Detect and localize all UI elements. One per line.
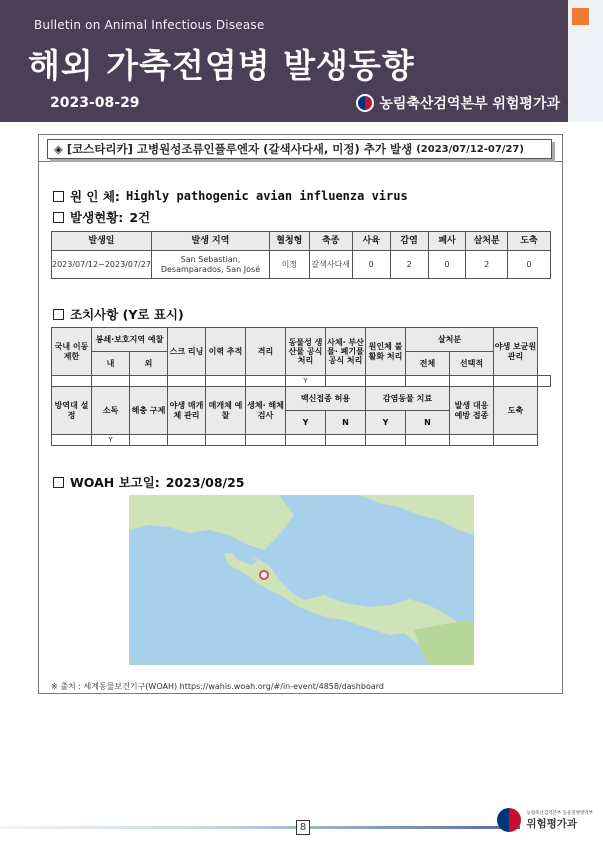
land-caribbean — [359, 495, 474, 535]
outbreak-map[interactable] — [129, 495, 474, 665]
table-header: N — [406, 411, 450, 435]
section-title: ◈ [코스타리카] 고병원성조류인플루엔자 (갈색사다새, 미정) 추가 발생 — [54, 142, 413, 156]
status-value: 2건 — [129, 210, 151, 225]
table-header: 외 — [130, 352, 168, 376]
table-cell: 미정 — [270, 251, 310, 279]
table-cell — [52, 376, 92, 387]
cause-label: 원 인 체: — [70, 189, 120, 204]
government-emblem-icon — [356, 94, 374, 112]
table-cell — [92, 376, 130, 387]
table-cell — [450, 435, 494, 446]
footer-org-small: 농림축산검역본부 동물질병방역부 — [526, 810, 593, 816]
table-cell — [326, 435, 366, 446]
map-graphic — [129, 495, 474, 665]
outbreak-table — [51, 231, 551, 279]
table-cell — [246, 435, 286, 446]
table-header: 생체· 해체 검사 — [246, 387, 286, 435]
land-north — [129, 495, 294, 550]
issue-date: 2023-08-29 — [50, 95, 140, 111]
table-cell — [538, 376, 551, 387]
table-header: 해충 구제 — [130, 387, 168, 435]
table-cell — [130, 435, 168, 446]
checkbox-icon — [53, 212, 64, 223]
table-header: 선택적 — [450, 352, 494, 376]
table-header: 스크 리닝 — [168, 328, 206, 376]
woah-label: WOAH 보고일: — [70, 475, 160, 490]
table-header: 소독 — [92, 387, 130, 435]
table-cell: 0 — [352, 251, 390, 279]
table-cell: Y — [286, 376, 326, 387]
table-cell — [366, 435, 406, 446]
table-header: 원인체 불활화 처리 — [366, 328, 406, 376]
table-cell — [450, 376, 494, 387]
table-header-row — [52, 232, 551, 251]
table-header: 사체· 부산물· 폐기물 공식 처리 — [326, 328, 366, 376]
page-number: 8 — [296, 820, 310, 835]
table-header: 도축 — [507, 232, 550, 251]
table-header: 이력 추적 — [206, 328, 246, 376]
table-cell — [406, 435, 450, 446]
table-cell — [52, 435, 92, 446]
section-period: (2023/07/12-07/27) — [416, 143, 524, 155]
table-header: 국내 이동 제한 — [52, 328, 92, 376]
table-cell: Y — [92, 435, 130, 446]
table-header: 도축 — [494, 387, 538, 435]
footer-logo — [497, 808, 593, 832]
table-cell: 0 — [507, 251, 550, 279]
checkbox-icon — [53, 309, 64, 320]
section-title-box — [47, 139, 552, 159]
table-cell — [168, 435, 206, 446]
government-emblem-icon — [497, 808, 521, 832]
measures-table — [51, 327, 551, 446]
table-header: 격리 — [246, 328, 286, 376]
org-label: 농림축산검역본부 위험평가과 — [379, 96, 560, 112]
table-cell — [494, 435, 538, 446]
table-cell — [406, 376, 450, 387]
table-header: 살처분 — [406, 328, 494, 352]
table-header: 전체 — [406, 352, 450, 376]
org-name — [356, 93, 560, 113]
status-label: 발생현황: — [70, 210, 124, 225]
page-title: 해외 가축전염병 발생동향 — [28, 46, 415, 85]
table-cell — [246, 376, 286, 387]
table-cell — [366, 376, 406, 387]
table-cell — [326, 376, 366, 387]
cause-value: Highly pathogenic avian influenza virus — [125, 189, 408, 203]
table-header: 축종 — [309, 232, 352, 251]
table-header: 봉쇄·보호지역 예찰 — [92, 328, 168, 352]
table-header: 야생 보균원 관리 — [494, 328, 538, 376]
table-header: 내 — [92, 352, 130, 376]
table-row — [52, 376, 551, 387]
header-banner — [0, 0, 568, 122]
orange-square-icon — [572, 8, 589, 25]
table-cell — [206, 435, 246, 446]
table-header: 발생 지역 — [151, 232, 269, 251]
table-row — [52, 251, 551, 279]
table-header: 발생일 — [52, 232, 152, 251]
table-header: 감염 — [390, 232, 428, 251]
bulletin-subtitle: Bulletin on Animal Infectious Disease — [34, 18, 265, 32]
table-row — [52, 435, 551, 446]
checkbox-icon — [53, 191, 64, 202]
table-cell: San Sebastian, Desamparados, San José — [151, 251, 269, 279]
table-cell: 0 — [428, 251, 466, 279]
table-header: 살처분 — [466, 232, 507, 251]
table-cell — [494, 376, 538, 387]
table-header: 폐사 — [428, 232, 466, 251]
table-header: 감염동물 치료 — [366, 387, 450, 411]
table-header: Y — [366, 411, 406, 435]
table-header: 방역대 설정 — [52, 387, 92, 435]
table-cell — [130, 376, 168, 387]
table-header: 매개체 예찰 — [206, 387, 246, 435]
table-cell: 갈색사다새 — [309, 251, 352, 279]
table-header: 백신접종 허용 — [286, 387, 366, 411]
table-cell: 2023/07/12~2023/07/27 — [52, 251, 152, 279]
table-cell — [206, 376, 246, 387]
table-cell — [286, 435, 326, 446]
section-header — [39, 135, 562, 162]
table-cell: 2 — [466, 251, 507, 279]
table-header: 혈청형 — [270, 232, 310, 251]
woah-line — [53, 473, 245, 491]
source-note: ※ 출처 : 세계동물보건기구(WOAH) https://wahis.woah.org/#/in-event/4858/dashboard — [51, 682, 384, 691]
table-header: 발생 대응 예방 접종 — [450, 387, 494, 435]
checkbox-icon — [53, 477, 64, 488]
table-header: Y — [286, 411, 326, 435]
woah-date: 2023/08/25 — [165, 474, 245, 490]
table-header: 사육 — [352, 232, 390, 251]
footer-line — [0, 826, 520, 829]
footer-org-big: 위험평가과 — [526, 817, 578, 830]
outbreak-marker-icon[interactable] — [260, 571, 268, 579]
table-header: 동물성 생산물 공식 처리 — [286, 328, 326, 376]
table-header: 야생 매개체 관리 — [168, 387, 206, 435]
report-box — [38, 134, 563, 694]
table-cell: 2 — [390, 251, 428, 279]
status-line — [53, 208, 150, 226]
table-cell — [168, 376, 206, 387]
measures-line — [53, 305, 184, 323]
measures-label: 조치사항 (Y로 표시) — [70, 307, 184, 322]
cause-line — [53, 187, 408, 205]
table-header: N — [326, 411, 366, 435]
